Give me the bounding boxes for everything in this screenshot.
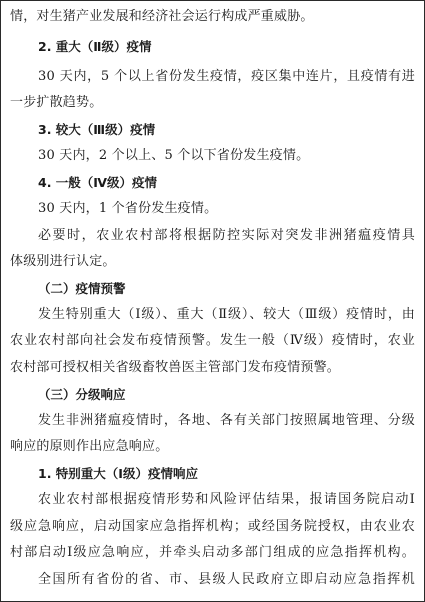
paragraph-line: 情，对生猪产业发展和经济社会运行构成严重威胁。 — [10, 9, 314, 24]
paragraph-line: 必要时，农业农村部将根据防控实际对突发非洲猪瘟疫情具 — [38, 228, 415, 243]
section-heading-level-4: 4. 一般（Ⅳ级）疫情 — [38, 175, 158, 190]
section-heading-level-2: 2. 重大（Ⅱ级）疫情 — [38, 39, 152, 54]
paragraph-line: 级应急响应，启动国家应急指挥机构；或经国务院授权，由农业农 — [10, 519, 415, 534]
paragraph-line: 村部启动Ⅰ级应急响应，并牵头启动多部门组成的应急指挥机构。 — [10, 545, 415, 560]
paragraph-line: 农业农村部向社会发布疫情预警。发生一般（Ⅳ级）疫情时，农业 — [10, 333, 415, 348]
paragraph-line: 发生非洲猪瘟疫情时，各地、各有关部门按照属地管理、分级 — [38, 413, 415, 428]
paragraph-line: 一步扩散趋势。 — [10, 95, 103, 110]
section-heading-response: （三）分级响应 — [38, 387, 126, 402]
section-heading-level-3: 3. 较大（Ⅲ级）疫情 — [38, 122, 156, 137]
section-heading-warning: （二）疫情预警 — [38, 281, 126, 296]
paragraph-line: 农业农村部根据疫情形势和风险评估结果，报请国务院启动Ⅰ — [38, 492, 415, 507]
paragraph-line: 响应的原则作出应急响应。 — [10, 439, 169, 454]
section-heading-level-1-response: 1. 特别重大（Ⅰ级）疫情响应 — [38, 466, 198, 481]
paragraph-line: 体级别进行认定。 — [10, 254, 116, 269]
paragraph-line: 30 天内，2 个以上、5 个以下省份发生疫情。 — [38, 148, 310, 163]
paragraph-line: 30 天内，1 个省份发生疫情。 — [38, 201, 218, 216]
paragraph-line: 30 天内，5 个以上省份发生疫情，疫区集中连片，且疫情有进 — [38, 69, 415, 84]
paragraph-line: 发生特别重大（Ⅰ级）、重大（Ⅱ级）、较大（Ⅲ级）疫情时，由 — [38, 307, 415, 322]
paragraph-line: 农村部可授权相关省级畜牧兽医主管部门发布疫情预警。 — [10, 360, 341, 375]
paragraph-line: 全国所有省份的省、市、县级人民政府立即启动应急指挥机 — [38, 572, 415, 587]
